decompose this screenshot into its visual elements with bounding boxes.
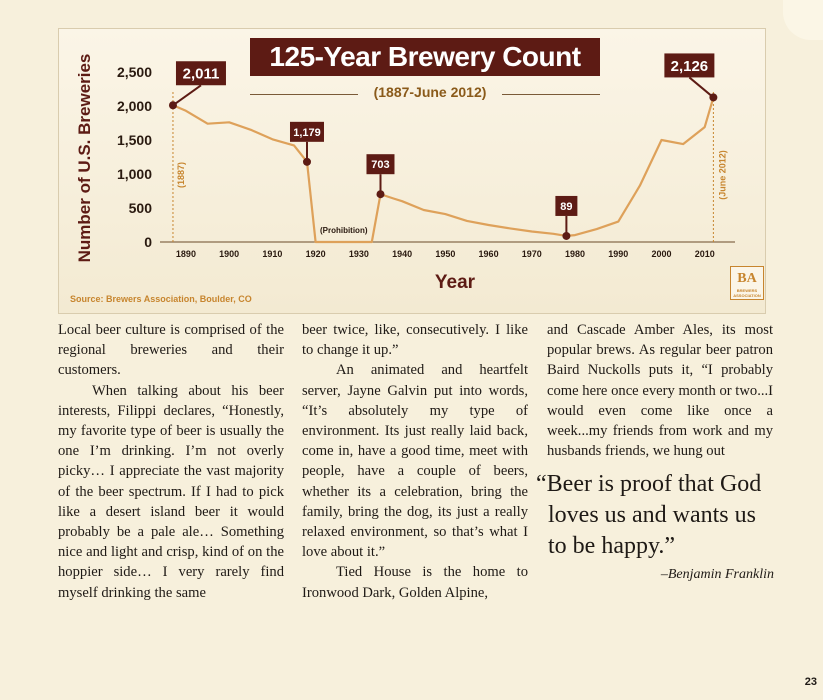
paragraph: beer twice, like, consecutively. I like to change it up.” xyxy=(302,322,528,359)
chart-subtitle: (1887-June 2012) xyxy=(373,84,487,100)
x-tick-label: 1960 xyxy=(478,249,499,259)
paragraph: When talking about his beer interests, Filippi declares, “Honestly, my favorite type of beer is usually the one I’m drinking. I’m not overly picky… I appreciate the vast majority of the beer spectrum. If I had to pick like a desert island beer it would probably be a pale ale… Something nice and light and crisp, kind of on the hoppier side… I very rarely find myself drinking the same xyxy=(58,382,284,601)
pull-quote-line: loves us and wants us xyxy=(548,502,756,528)
paragraph: Local beer culture is comprised of the regional breweries and their customers. xyxy=(58,322,284,379)
data-point xyxy=(303,158,311,166)
x-tick-label: 2000 xyxy=(651,249,672,259)
annotation-label: 2,011 xyxy=(182,65,220,83)
x-tick-label: 1910 xyxy=(262,249,283,259)
logo-text: BREWERS ASSOCIATION xyxy=(733,288,761,298)
data-point xyxy=(169,101,177,109)
x-tick-label: 1980 xyxy=(565,249,586,259)
chart-title: 125-Year Brewery Count xyxy=(250,38,600,76)
prohibition-label: (Prohibition) xyxy=(319,226,368,235)
data-point xyxy=(376,190,384,198)
data-point xyxy=(562,232,570,240)
brewers-association-logo xyxy=(730,266,764,300)
x-tick-label: 1970 xyxy=(521,249,542,259)
x-tick-label: 1900 xyxy=(219,249,240,259)
x-tick-label: 1890 xyxy=(175,249,196,259)
x-tick-label: 1990 xyxy=(608,249,629,259)
page-number: 23 xyxy=(804,676,817,688)
vertical-marker-label: (June 2012) xyxy=(717,150,728,200)
y-tick-label: 0 xyxy=(144,234,152,250)
article-column-2 xyxy=(302,320,528,603)
subtitle-rule-right xyxy=(502,94,600,95)
y-tick-label: 2,000 xyxy=(116,98,152,114)
y-tick-label: 500 xyxy=(128,200,152,216)
y-tick-label: 1,000 xyxy=(116,166,152,182)
x-tick-label: 1940 xyxy=(392,249,413,259)
x-tick-label: 1930 xyxy=(348,249,369,259)
x-axis-label: Year xyxy=(434,272,476,293)
paragraph: Tied House is the home to Ironwood Dark, Golden Alpine, xyxy=(302,564,528,601)
x-tick-label: 1950 xyxy=(435,249,456,259)
y-axis-label: Number of U.S. Breweries xyxy=(75,53,94,263)
pull-quote-line: “Beer is proof that God xyxy=(536,471,762,497)
vertical-marker-label: (1887) xyxy=(175,161,186,189)
annotation-label: 703 xyxy=(371,159,390,172)
annotation-label: 1,179 xyxy=(293,126,321,139)
article-column-1 xyxy=(58,320,284,603)
paragraph: and Cascade Amber Ales, its most popular brews. As regular beer patron Baird Nuckolls puts it, “I probably come here once every month or two...I would even come like once a week...my friends from work and my husbands friends, we hung out xyxy=(547,322,773,460)
paragraph: An animated and heartfelt server, Jayne Galvin put into words, “It’s absolutely my type of environment. Its just really laid back, come in, have a good time, meet with people, have a couple of beers, whether its a celebration, bring the family, bring the dog, its just a really relaxed environment, so that’s what I love about it.” xyxy=(302,362,528,561)
x-tick-label: 2010 xyxy=(694,249,715,259)
x-tick-label: 1920 xyxy=(305,249,326,259)
pull-quote xyxy=(536,469,776,562)
subtitle-rule-left xyxy=(250,94,358,95)
chart-source: Source: Brewers Association, Boulder, CO xyxy=(70,294,252,304)
annotation-pointer xyxy=(689,77,713,97)
logo-mark: BA xyxy=(737,271,757,286)
pull-quote-line: to be happy.” xyxy=(548,533,676,559)
annotation-label: 2,126 xyxy=(670,57,709,75)
annotation-pointer xyxy=(173,85,201,105)
data-point xyxy=(709,93,717,101)
y-tick-label: 1,500 xyxy=(116,132,152,148)
y-tick-label: 2,500 xyxy=(116,64,152,80)
series-line xyxy=(173,97,713,242)
article-column-3 xyxy=(547,320,773,461)
pull-quote-attribution: –Benjamin Franklin xyxy=(660,567,774,582)
annotation-label: 89 xyxy=(560,200,573,213)
